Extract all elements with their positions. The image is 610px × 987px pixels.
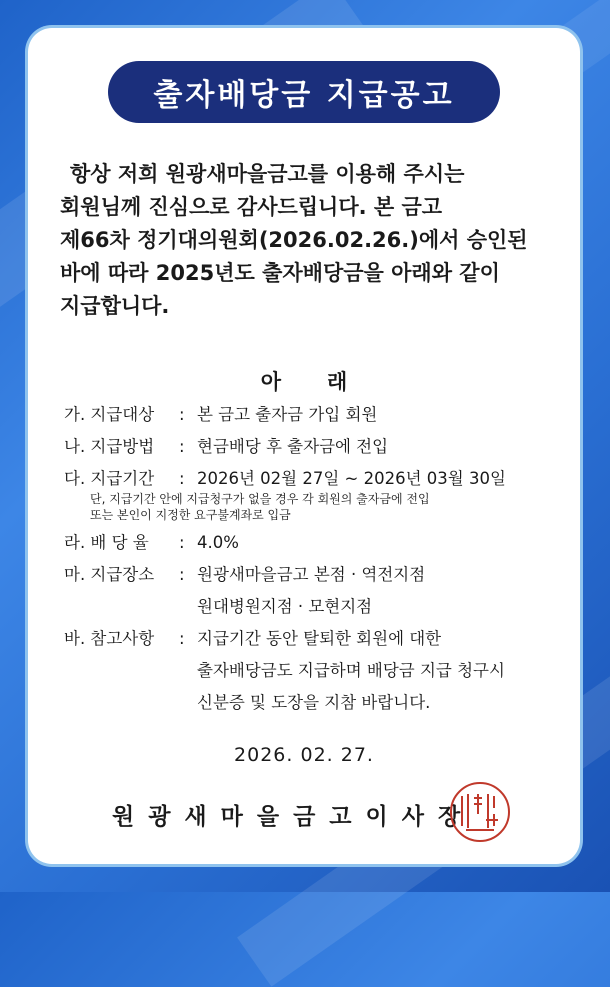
intro-line: 항상 저희 원광새마을금고를 이용해 주시는 <box>70 162 465 186</box>
detail-value: 현금배당 후 출자금에 전입 <box>197 437 389 456</box>
detail-label: 가. 지급대상 <box>64 405 155 424</box>
heading-char: 아 <box>260 370 281 394</box>
detail-value: 원광새마을금고 본점 · 역전지점 <box>197 565 426 584</box>
notice-date: 2026. 02. 27. <box>234 744 374 766</box>
notice-card <box>28 28 580 864</box>
intro-line: 제66차 정기대의원회(2026.02.26.)에서 승인된 <box>60 228 528 252</box>
detail-item <box>64 436 388 458</box>
detail-label: 라. 배 당 율 <box>64 533 149 552</box>
official-seal-icon <box>448 780 512 844</box>
section-heading <box>28 366 580 396</box>
detail-label: 다. 지급기간 <box>64 469 155 488</box>
detail-label: 바. 참고사항 <box>64 629 155 648</box>
intro-paragraph <box>60 158 560 323</box>
detail-value: 본 금고 출자금 가입 회원 <box>197 405 378 424</box>
detail-item <box>64 564 425 586</box>
signature: 원광새마을금고이사장 <box>112 804 475 830</box>
intro-line: 회원님께 진심으로 감사드립니다. 본 금고 <box>60 195 443 219</box>
detail-note: 단, 지급기간 안에 지급청구가 없을 경우 각 회원의 출자금에 전입 <box>90 492 430 506</box>
detail-item <box>64 532 239 554</box>
detail-value: 지급기간 동안 탈퇴한 회원에 대한 <box>197 629 442 648</box>
intro-line: 바에 따라 2025년도 출자배당금을 아래와 같이 <box>60 261 500 285</box>
detail-item <box>64 628 441 650</box>
detail-continuation: 신분증 및 도장을 지참 바랍니다. <box>197 693 431 712</box>
detail-label: 마. 지급장소 <box>64 565 155 584</box>
detail-colon: : <box>179 565 185 584</box>
detail-colon: : <box>179 405 185 424</box>
detail-value: 4.0% <box>197 533 239 552</box>
detail-colon: : <box>179 629 185 648</box>
detail-continuation: 원대병원지점 · 모현지점 <box>197 597 373 616</box>
notice-title: 출자배당금 지급공고 <box>153 78 455 113</box>
detail-note: 또는 본인이 지정한 요구불계좌로 입금 <box>90 508 291 522</box>
detail-label: 나. 지급방법 <box>64 437 155 456</box>
detail-item <box>64 468 506 490</box>
heading-char: 래 <box>327 370 348 394</box>
detail-item <box>64 404 377 426</box>
title-banner <box>108 61 500 123</box>
detail-colon: : <box>179 469 185 488</box>
detail-colon: : <box>179 437 185 456</box>
intro-line: 지급합니다. <box>60 294 170 318</box>
detail-colon: : <box>179 533 185 552</box>
detail-continuation: 출자배당금도 지급하며 배당금 지급 청구시 <box>197 661 505 680</box>
detail-value: 2026년 02월 27일 ~ 2026년 03월 30일 <box>197 469 506 488</box>
